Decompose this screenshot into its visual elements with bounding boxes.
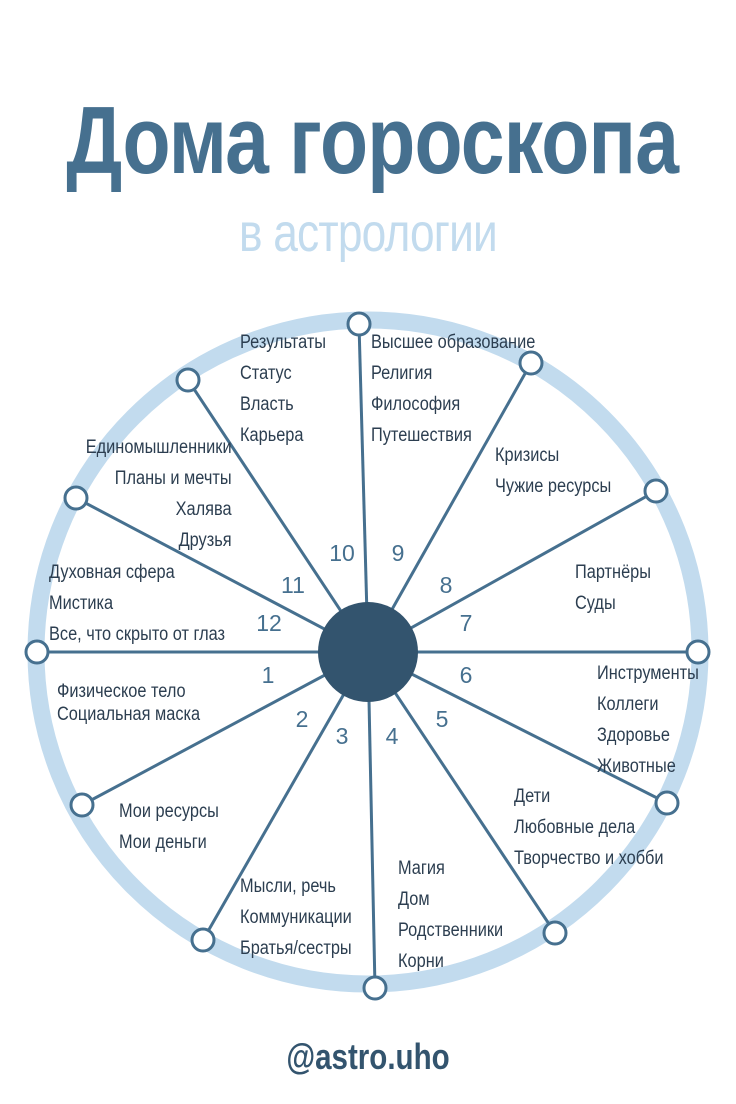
house-9-text: Высшее образование Религия Философия Путешествия xyxy=(371,332,536,446)
house-6-text: Инструменты Коллеги Здоровье Животные xyxy=(597,663,699,777)
house-7-text: Партнёры Суды xyxy=(575,562,651,614)
house-3-text: Мысли, речь Коммуникации Братья/сестры xyxy=(240,876,352,959)
house-12-number: 12 xyxy=(256,610,282,636)
spoke-node xyxy=(71,794,93,816)
spoke-node xyxy=(65,487,87,509)
house-10-number: 10 xyxy=(329,540,355,566)
house-6-number: 6 xyxy=(459,662,473,688)
house-11-number: 11 xyxy=(281,572,305,598)
spoke-node xyxy=(177,369,199,391)
house-3-number: 3 xyxy=(335,723,349,749)
house-12-text: Духовная сфера Мистика Все, что скрыто от глаз xyxy=(49,562,226,645)
house-5-text: Дети Любовные дела Творчество и хобби xyxy=(514,786,664,869)
spoke-node xyxy=(544,922,566,944)
house-1-text: Физическое тело Социальная маска xyxy=(57,681,201,725)
center-hub xyxy=(318,602,418,702)
spoke-node xyxy=(192,929,214,951)
house-5-number: 5 xyxy=(435,706,449,732)
author-handle: @astro.uho xyxy=(286,1036,450,1077)
spoke-node xyxy=(26,641,48,663)
house-8-text: Кризисы Чужие ресурсы xyxy=(495,445,612,497)
spoke-node xyxy=(364,977,386,999)
house-9-number: 9 xyxy=(391,540,405,566)
house-10-text: Результаты Статус Власть Карьера xyxy=(240,332,327,446)
house-11-text: Единомышленники Планы и мечты Халява Друзья xyxy=(86,437,232,551)
spoke-node xyxy=(348,313,370,335)
house-4-number: 4 xyxy=(385,723,399,749)
house-4-text: Магия Дом Родственники Корни xyxy=(398,858,504,972)
spoke-line xyxy=(368,652,375,988)
spoke-node xyxy=(645,480,667,502)
house-2-text: Мои ресурсы Мои деньги xyxy=(119,801,219,853)
page-subtitle: в астрологии xyxy=(239,203,497,263)
house-1-number: 1 xyxy=(261,662,275,688)
house-7-number: 7 xyxy=(459,610,473,636)
house-8-number: 8 xyxy=(439,572,453,598)
page-title: Дома гороскопа xyxy=(66,87,679,194)
house-2-number: 2 xyxy=(295,706,309,732)
